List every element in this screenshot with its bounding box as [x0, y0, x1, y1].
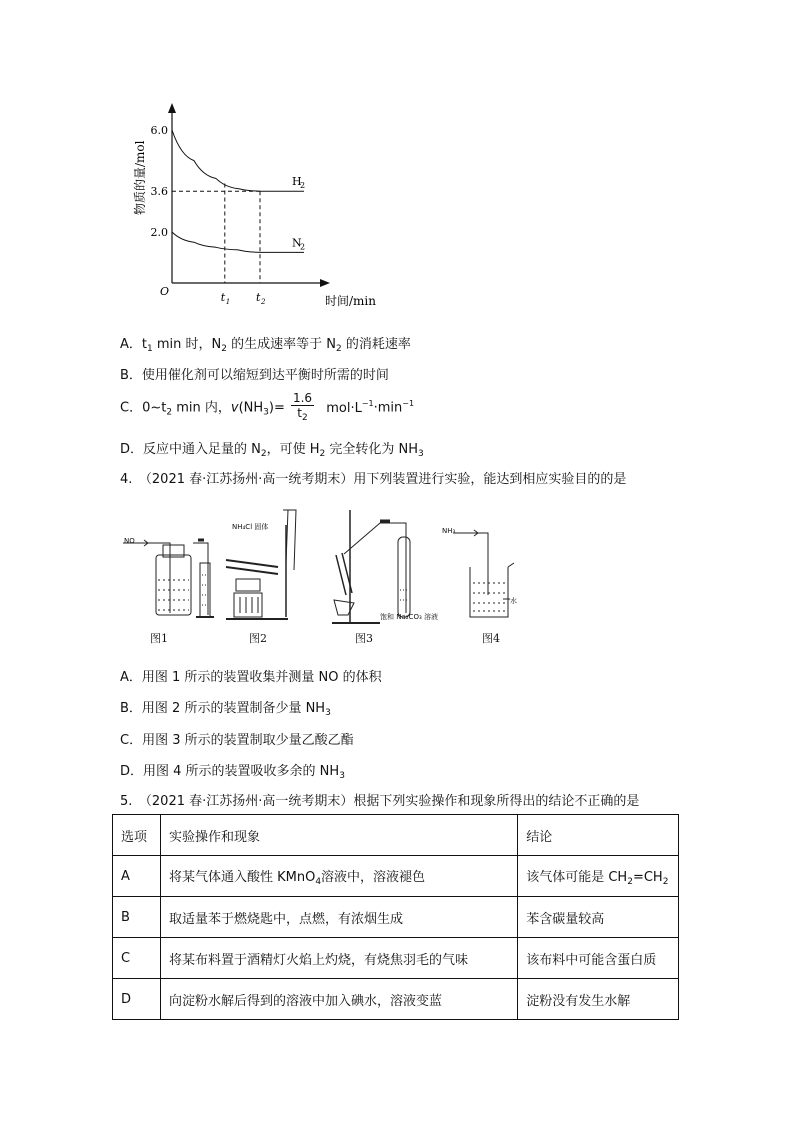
q4-option-b: B．用图 2 所示的装置制备少量 $NH_3$	[120, 701, 331, 718]
amount-time-chart	[130, 95, 390, 320]
q3-option-d: D．反应中通入足量的 $N_2$，可使 $H_2$ 完全转化为 $NH_3$	[120, 442, 424, 459]
q3-option-a: A．$t_1$ min 时，$N_2$ 的生成速率等于 $N_2$ 的消耗速率	[120, 337, 411, 354]
q3-option-c: C．$0\sim t_2$ min 内，$v(NH_3)=$ $\frac{1.6}{t_2}$ $mol\cdot L^{-1}\cdot\min^{-1}$	[120, 391, 415, 423]
fig1-apparatus	[123, 540, 214, 617]
table-row	[113, 856, 679, 897]
label-no: NO	[124, 537, 135, 545]
row-operation: 将某布料置于酒精灯火焰上灼烧，有烧焦羽毛的气味	[160, 938, 517, 979]
x-tick-sub: 1	[225, 298, 231, 306]
q4-stem: 4. （2021 春·江苏扬州·高一统考期末）用下列装置进行实验，能达到相应实验目的的是	[120, 472, 627, 487]
y-tick-label: 2.0	[150, 226, 168, 239]
row-conclusion: 该布料中可能含蛋白质	[518, 938, 679, 979]
row-conclusion: 该气体可能是 $CH_2=CH_2$	[518, 856, 679, 897]
fig4-apparatus	[453, 530, 514, 617]
table-row	[113, 938, 679, 979]
y-axis-arrow	[168, 103, 176, 113]
q4-option-c: C．用图 3 所示的装置制取少量乙酸乙酯	[120, 733, 354, 748]
header-option: 选项	[113, 815, 161, 856]
y-axis-label: 物质的量/mol	[133, 140, 147, 215]
fig4-label: 图4	[482, 632, 500, 645]
series-line-h	[172, 130, 304, 191]
label-water: 水	[510, 597, 517, 605]
row-option: B	[113, 897, 161, 938]
row-option: D	[113, 979, 161, 1020]
x-tick-sub: 2	[261, 298, 266, 306]
y-tick-label: 3.6	[150, 185, 168, 199]
q4-option-d: D．用图 4 所示的装置吸收多余的 $NH_3$	[120, 764, 345, 781]
table-row	[113, 979, 679, 1020]
q5-table	[112, 814, 679, 1020]
q5-stem: 5. （2021 春·江苏扬州·高一统考期末）根据下列实验操作和现象所得出的结论不正确的是	[120, 794, 640, 809]
origin-label: O	[160, 285, 170, 298]
series-line-n	[172, 232, 304, 252]
q3-option-b: B．使用催化剂可以缩短到达平衡时所需的时间	[120, 368, 389, 383]
x-axis-label: 时间/min	[325, 294, 376, 308]
row-option: C	[113, 938, 161, 979]
y-tick-label: 6.0	[150, 124, 168, 137]
row-conclusion: 淀粉没有发生水解	[518, 979, 679, 1020]
row-conclusion: 苯含碳量较高	[518, 897, 679, 938]
label-na2co3: 饱和 Na₂CO₃ 溶液	[380, 613, 438, 621]
fig2-label: 图2	[249, 632, 267, 645]
series-label-sub: 2	[300, 181, 306, 191]
fig1-label: 图1	[150, 632, 168, 645]
row-option: A	[113, 856, 161, 897]
rate-fraction: $\frac{1.6}{t_2}$	[292, 391, 313, 423]
header-conclusion: 结论	[518, 815, 679, 856]
series-label-sub: 2	[300, 242, 306, 252]
header-operation: 实验操作和现象	[160, 815, 517, 856]
x-tick-label: t	[256, 291, 261, 304]
fig3-apparatus	[332, 510, 410, 623]
series-label: N	[292, 236, 302, 250]
label-nh4cl: NH₄Cl 固体	[232, 523, 269, 531]
label-nh3: NH₃	[442, 527, 456, 535]
apparatus-figures	[118, 505, 538, 630]
q4-option-a: A．用图 1 所示的装置收集并测量 NO 的体积	[120, 670, 382, 685]
table-header-row	[113, 815, 679, 856]
fig3-label: 图3	[355, 632, 373, 645]
row-operation: 将某气体通入酸性 KMnO$_4$溶液中，溶液褪色	[160, 856, 517, 897]
row-operation: 取适量苯于燃烧匙中，点燃，有浓烟生成	[160, 897, 517, 938]
row-operation: 向淀粉水解后得到的溶液中加入碘水，溶液变蓝	[160, 979, 517, 1020]
table-row	[113, 897, 679, 938]
x-tick-label: t	[220, 291, 226, 304]
x-axis-arrow	[320, 279, 330, 287]
series-label: H	[292, 175, 302, 189]
